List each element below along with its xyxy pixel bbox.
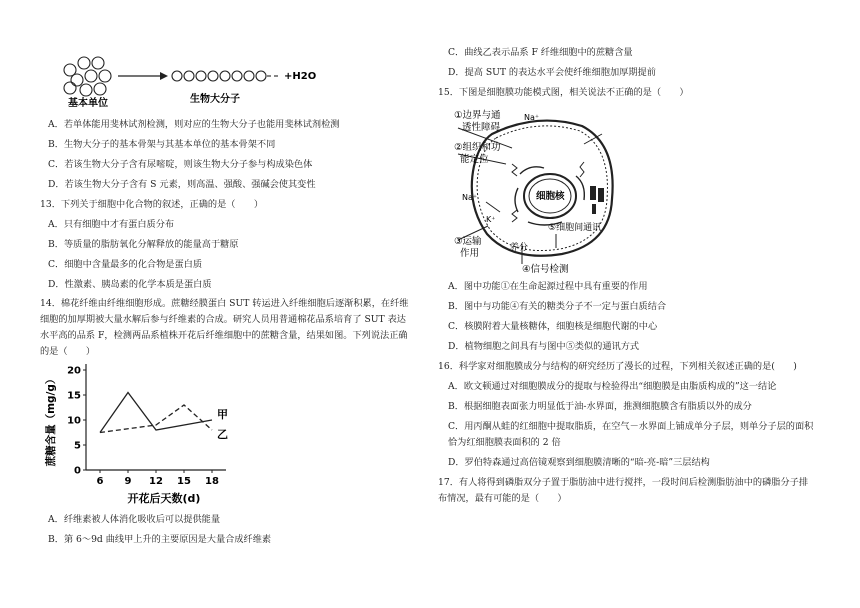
- macromolecule-label: 生物大分子: [190, 94, 240, 105]
- fig-label-na-top: Na⁺: [524, 113, 540, 122]
- q13-option-b[interactable]: B．等质量的脂肪氧化分解释放的能量高于糖原: [48, 239, 239, 250]
- fig-label-nutrient: 养分: [510, 243, 529, 253]
- q12-option-d[interactable]: D．若该生物大分子含有 S 元素，则高温、强酸、强碱会使其变性: [48, 179, 316, 190]
- q12-option-b[interactable]: B．生物大分子的基本骨架与其基本单位的基本骨架不同: [48, 139, 276, 150]
- y-axis-label: 蔗糖含量（mg/g）: [45, 373, 57, 467]
- x-tick-label: 18: [205, 476, 219, 487]
- q14-option-c[interactable]: C．曲线乙表示品系 F 纤维细胞中的蔗糖含量: [448, 47, 633, 58]
- q12-option-a[interactable]: A．若单体能用斐林试剂检测，则对应的生物大分子也能用斐林试剂检测: [48, 119, 340, 130]
- q16-option-c[interactable]: C．用丙酮从蛙的红细胞中提取脂质，在空气－水界面上铺成单分子层，则单分子层的面积恰为红细胞膜表面积的 2 倍: [448, 421, 814, 448]
- series-line-1: [100, 393, 212, 433]
- x-tick-label: 12: [149, 476, 163, 487]
- unit-label: 基本单位: [68, 98, 108, 109]
- q12-option-c[interactable]: C．若该生物大分子含有尿嘧啶，则该生物大分子参与构成染色体: [48, 159, 313, 170]
- y-tick-label: 20: [67, 365, 81, 377]
- q14-stem: 14．棉花纤维由纤维细胞形成。蔗糖经膜蛋白 SUT 转运进入纤维细胞后逐渐积累，在纤维细胞的加厚期被大量水解后参与纤维素的合成。研究人员用普通棉花品系培育了 SUT 表达水平高的品系 F，检测两品系植株开花后纤维细胞中的蔗糖含量，结果如图。下列说法正确的是（ ）: [40, 298, 409, 357]
- q13-option-d[interactable]: D．性激素、胰岛素的化学本质是蛋白质: [48, 279, 212, 290]
- q14-option-b[interactable]: B．第 6～9d 曲线甲上升的主要原因是大量合成纤维素: [48, 534, 272, 545]
- fig-label-nucleus: 细胞核: [536, 191, 565, 202]
- y-tick-label: 5: [74, 440, 81, 452]
- fig-label-1a: ①边界与通: [454, 110, 501, 121]
- x-tick-label: 6: [96, 476, 104, 487]
- q15-option-b[interactable]: B．图中与功能④有关的糖类分子不一定与蛋白质结合: [448, 301, 667, 312]
- monomer-cluster: [64, 57, 111, 96]
- q15-option-a[interactable]: A．图中功能①在生命起源过程中具有重要的作用: [448, 281, 648, 292]
- x-axis-label: 开花后天数(d): [127, 492, 201, 505]
- q13-stem: 13．下列关于细胞中化合物的叙述，正确的是（ ）: [40, 199, 264, 210]
- sucrose-chart: [42, 360, 242, 508]
- fig-label-na-left: Na⁺: [462, 193, 478, 202]
- q16-option-a[interactable]: A．欧文顿通过对细胞膜成分的提取与检验得出“细胞膜是由脂质构成的”这一结论: [448, 381, 777, 392]
- fig-label-5: ⑤细胞间通讯: [548, 223, 602, 233]
- q15-stem: 15．下图是细胞膜功能模式图，相关说法不正确的是（ ）: [438, 87, 689, 98]
- q15-membrane-figure: [452, 104, 622, 276]
- fig-label-2a: ②组织和功: [454, 142, 501, 153]
- fig-label-4: ④信号检测: [522, 264, 569, 275]
- y-tick-label: 10: [67, 415, 81, 427]
- q13-option-a[interactable]: A．只有细胞中才有蛋白质分布: [48, 219, 175, 230]
- arrow-icon: [118, 72, 168, 80]
- x-tick-label: 9: [124, 476, 132, 487]
- q14-option-d[interactable]: D．提高 SUT 的表达水平会使纤维细胞加厚期提前: [448, 67, 656, 78]
- y-tick-label: 0: [74, 465, 81, 477]
- q17-stem: 17．有人将得到磷脂双分子置于脂肪油中进行搅拌，一段时间后检测脂肪油中的磷脂分子排布情况，最有可能的是（ ）: [438, 477, 809, 504]
- q15-option-d[interactable]: D．植物细胞之间具有与图中⑤类似的通讯方式: [448, 341, 640, 352]
- q16-stem: 16．科学家对细胞膜成分与结构的研究经历了漫长的过程，下列相关叙述正确的是( ): [438, 361, 797, 372]
- series-label-1: 甲: [217, 408, 228, 421]
- series-label-2: 乙: [217, 428, 228, 441]
- fig-label-1b: 透性障碍: [462, 122, 501, 133]
- water-label: +H2O: [284, 71, 317, 82]
- q12-polymer-figure: [60, 54, 330, 110]
- fig-label-2b: 能定位: [460, 154, 489, 165]
- y-tick-label: 15: [67, 390, 81, 402]
- fig-label-3a: ③运输: [454, 236, 482, 247]
- x-tick-label: 15: [177, 476, 191, 487]
- q16-option-b[interactable]: B．根据细胞表面张力明显低于油-水界面，推测细胞膜含有脂质以外的成分: [448, 401, 752, 412]
- fig-label-k: K⁺: [486, 215, 496, 224]
- q13-option-c[interactable]: C．细胞中含量最多的化合物是蛋白质: [48, 259, 203, 270]
- polymer-chain: [172, 71, 278, 81]
- q16-option-d[interactable]: D．罗伯特森通过高倍镜观察到细胞膜清晰的“暗-亮-暗”三层结构: [448, 457, 710, 468]
- q15-option-c[interactable]: C．核膜附着大量核糖体，细胞核是细胞代谢的中心: [448, 321, 658, 332]
- fig-label-3b: 作用: [460, 248, 480, 259]
- q14-option-a[interactable]: A．纤维素被人体消化吸收后可以提供能量: [48, 514, 221, 525]
